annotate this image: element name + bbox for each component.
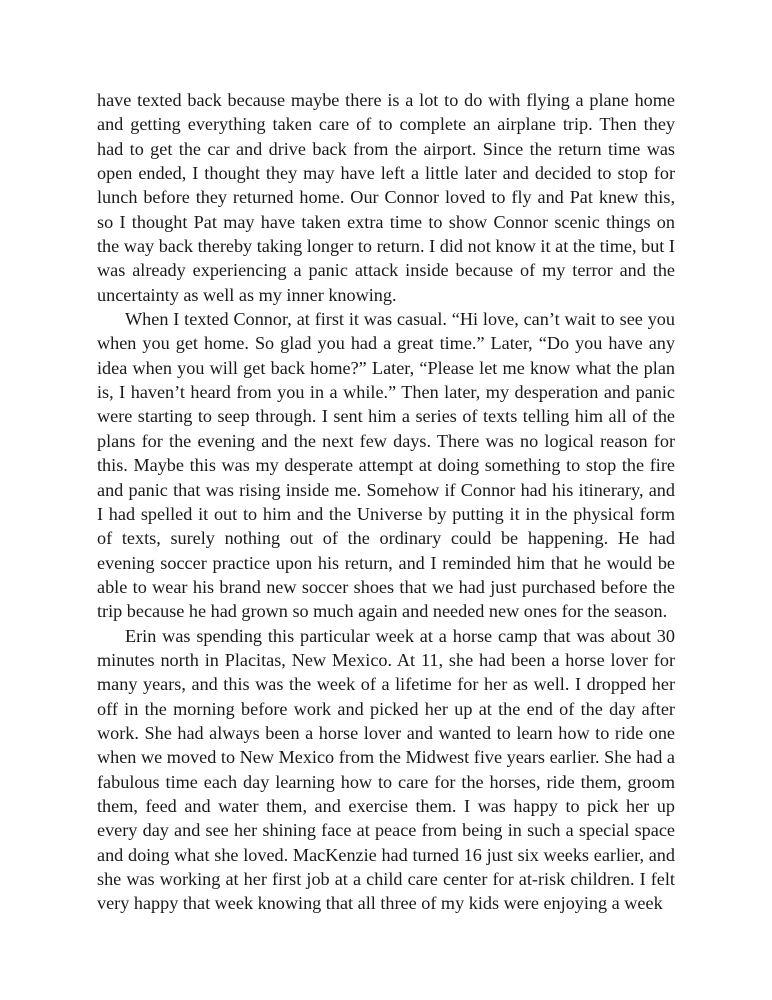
paragraph-2: When I texted Connor, at first it was casual. “Hi love, can’t wait to see you when you get home. So glad you had a great time.” Later, “Do you have any idea when you will get back home?” Later, “Please let me know what the plan is, I haven’t heard from you in a while.” Then later, my desperation and panic were starting to seep through. I sent him a series of texts telling him all of the plans for the evening and the next few days. There was no logical reason for this. Maybe this was my desperate attempt at doing something to stop the fire and panic that was rising inside me. Somehow if Connor had his itinerary, and I had spelled it out to him and the Universe by putting it in the physical form of texts, surely nothing out of the ordinary could be happening. He had evening soccer practice upon his return, and I reminded him that he would be able to wear his brand new soccer shoes that we had just purchased before the trip because he had grown so much again and needed new ones for the season. xyxy=(97,309,675,622)
paragraph-1: have texted back because maybe there is a lot to do with flying a plane home and getting everything taken care of to complete an airplane trip. Then they had to get the car and drive back from the airport. Since the return time was open ended, I thought they may have left a little later and decided to stop for lunch before they returned home. Our Connor loved to fly and Pat knew this, so I thought Pat may have taken extra time to show Connor scenic things on the way back thereby taking longer to return. I did not know it at the time, but I was already experiencing a panic attack inside because of my terror and the uncertainty as well as my inner knowing. xyxy=(97,90,675,305)
paragraph-3: Erin was spending this particular week at a horse camp that was about 30 minutes north in Placitas, New Mexico. At 11, she had been a horse lover for many years, and this was the week of a lifetime for her as well. I dropped her off in the morning before work and picked her up at the end of the day after work. She had always been a horse lover and wanted to learn how to ride one when we moved to New Mexico from the Midwest five years earlier. She had a fabulous time each day learning how to care for the horses, ride them, groom them, feed and water them, and exercise them. I was happy to pick her up every day and see her shining face at peace from being in such a special space and doing what she loved. MacKenzie had turned 16 just six weeks earlier, and she was working at her first job at a child care center for at-risk children. I felt very happy that week knowing that all three of my kids were enjoying a week xyxy=(97,625,675,914)
page-body xyxy=(97,88,675,916)
